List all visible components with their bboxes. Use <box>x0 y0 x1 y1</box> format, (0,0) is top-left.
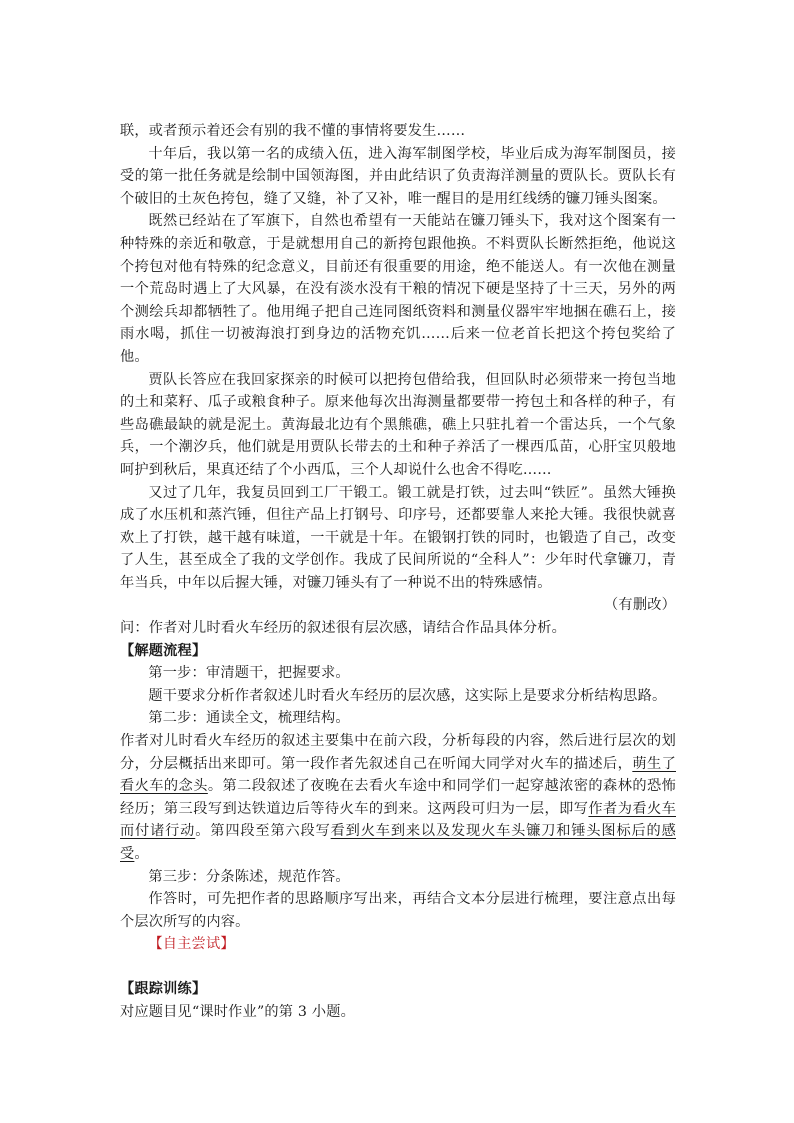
self-try-label: 【自主尝试】 <box>148 936 235 953</box>
step3-title: 第三步：分条陈述，规范作答。 <box>148 868 350 885</box>
article-paragraph-3: 贾队长答应在我回家探亲的时候可以把挎包借给我，但回队时必须带来一挎包当地的土和菜籽、瓜子或粮食种子。原来他每次出海测量都要带一挎包土和各样的种子，有些岛礁最缺的就是泥土。黄海最北边有个黑熊礁，礁上只驻扎着一个雷达兵，一个气象兵，一个潮汐兵，他们就是用贾队长带去的土和种子养活了一棵西瓜苗，心肝宝贝般地呵护到秋后，果真还结了个小西瓜，三个人却说什么也舍不得吃…… <box>120 371 676 478</box>
step2-underline-2: 作者为看火车而付诸行动 <box>120 800 676 840</box>
step3-body: 作答时，可先把作者的思路顺序写出来，再结合文本分层进行梳理，要注意点出每个层次所写的内容。 <box>120 891 676 930</box>
document-content <box>120 120 676 1023</box>
article-paragraph-2: 既然已经站在了军旗下，自然也希望有一天能站在镰刀锤头下，我对这个图案有一种特殊的亲近和敬意，于是就想用自己的新挎包跟他换。不料贾队长断然拒绝，他说这个挎包对他有特殊的纪念意义，目前还有很重要的用途，绝不能送人。有一次他在测量一个荒岛时遇上了大风暴，在没有淡水没有干粮的情况下硬是坚持了十三天，另外的两个测绘兵却都牺牲了。他用绳子把自己连同图纸资料和测量仪器牢牢地捆在礁石上，接雨水喝，抓住一切被海浪打到身边的活物充饥……后来一位老首长把这个挎包奖给了他。 <box>120 213 676 365</box>
spacer <box>120 956 676 978</box>
step2-body-part-c: 。第四段至第六段写 <box>195 823 331 840</box>
step2-underline-1: 萌生了看火车的念头 <box>120 755 676 795</box>
question-text: 问：作者对儿时看火车经历的叙述很有层次感，请结合作品具体分析。 <box>120 620 567 637</box>
edit-note: （有删改） <box>604 597 676 614</box>
followup-heading: 【跟踪训练】 <box>120 980 207 997</box>
step2-body-part-d: 。 <box>134 846 149 862</box>
followup-body: 对应题目见“课时作业”的第 3 小题。 <box>120 1003 355 1020</box>
article-paragraph-4: 又过了几年，我复员回到工厂干锻工。锻工就是打铁，过去叫“铁匠”。虽然大锤换成了水压机和蒸汽锤，但往产品上打钢号、印序号，还都要靠人来抡大锤。我很快就喜欢上了打铁，越干越有味道，一干就是十年。在锻钢打铁的同时，也锻造了自己，改变了人生，甚至成全了我的文学创作。我成了民间所说的“全科人”：少年时代拿镰刀，青年当兵，中年以后握大锤，对镰刀锤头有了一种说不出的特殊感情。 <box>120 484 676 591</box>
article-paragraph-1: 十年后，我以第一名的成绩入伍，进入海军制图学校，毕业后成为海军制图员，接受的第一批任务就是绘制中国领海图，并由此结识了负责海洋测量的贾队长。贾队长有个破旧的土灰色挎包，缝了又缝，补了又补，唯一醒目的是用红线绣的镰刀锤头图案。 <box>120 145 676 207</box>
article-paragraph-0: 联，或者预示着还会有别的我不懂的事情将要发生…… <box>120 123 466 139</box>
step2-title: 第二步：通读全文，梳理结构。 <box>148 710 350 727</box>
step1-title: 第一步：审清题干，把握要求。 <box>148 665 350 682</box>
solution-heading: 【解题流程】 <box>120 642 207 659</box>
step2-body-part-b: 。第二段叙述了夜晚在去看火车途中和同学们一起穿越浓密的森林的恐怖经历；第三段写到达铁道边后等待火车的到来。这两段可归为一层，即写 <box>120 778 676 817</box>
step2-body <box>120 730 676 866</box>
step2-body-part-a: 作者对儿时看火车经历的叙述主要集中在前六段，分析每段的内容，然后进行层次的划分，分层概括出来即可。第一段作者先叙述自己在听闻大同学对火车的描述后， <box>120 733 676 772</box>
step1-body: 题干要求分析作者叙述儿时看火车经历的层次感，这实际上是要求分析结构思路。 <box>148 687 667 704</box>
step2-underline-3: 看到火车到来以及发现火车头镰刀和锤头图标后的感受 <box>120 823 676 862</box>
